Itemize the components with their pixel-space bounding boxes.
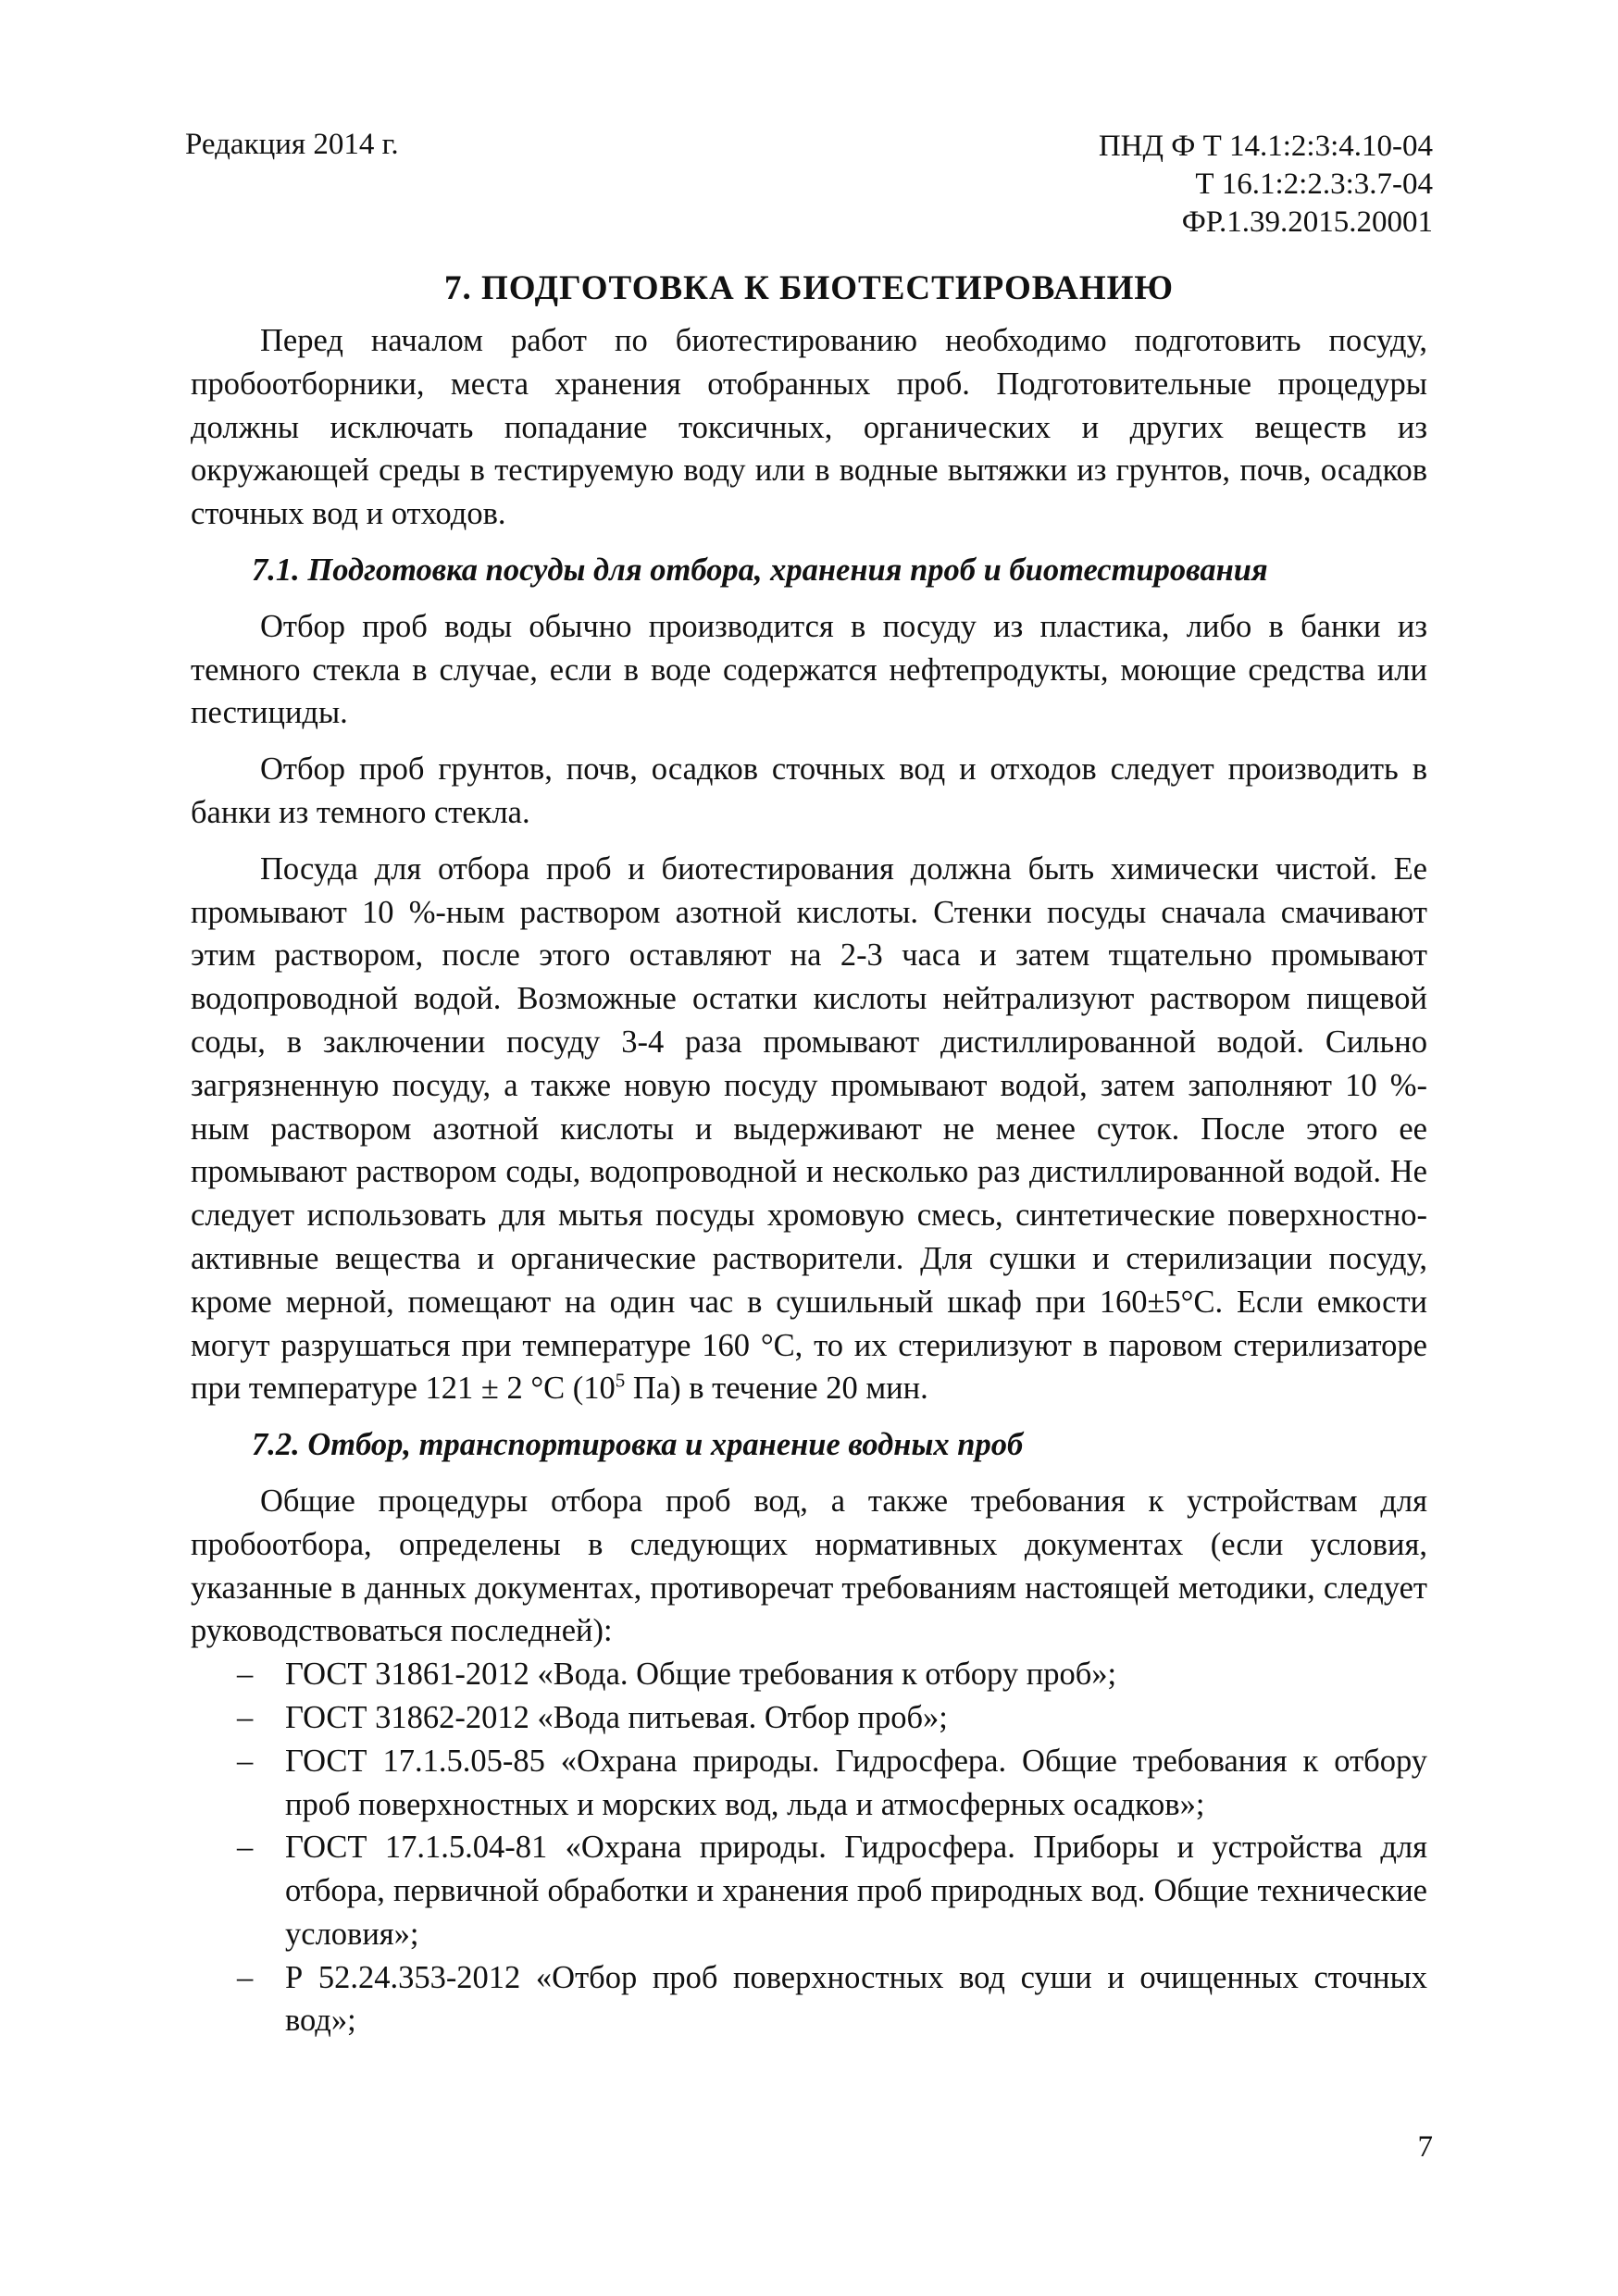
page-number: 7 <box>1417 2130 1433 2164</box>
paragraph-text: Посуда для отбора проб и биотестирования должна быть химически чистой. Ее промывают 10 %-ным раствором азотной кислоты. Стенки посуды сначала смачивают этим раствором, после этого оставляют на 2-3 часа и затем тщательно промывают водопроводной водой. Возможные остатки кислоты нейтрализуют раствором пищевой соды, в заключении посуду 3-4 раза промывают дистиллированной водой. Сильно загрязненную посуду, а также новую посуду промывают водой, затем заполняют 10 %-ным раствором азотной кислоты и выдерживают не менее суток. После этого ее промывают раствором соды, водопроводной и несколько раз дистиллированной водой. Не следует использовать для мытья посуды хромовую смесь, синтетические поверхностно-активные вещества и органические растворители. Для сушки и стерилизации посуду, кроме мерной, помещают на один час в сушильный шкаф при 160±5°С. Если емкости могут разрушаться при температуре 160 °С, то их стерилизуют в паровом стерилизаторе при температуре 121 ± 2 °С (10 <box>191 850 1427 1407</box>
dash-marker: – <box>237 1699 254 1735</box>
dash-marker: – <box>237 1959 254 1995</box>
list-item <box>191 1826 1427 1955</box>
list-item <box>191 1956 1427 2043</box>
list-item <box>191 1653 1427 1696</box>
document-codes <box>1099 128 1433 242</box>
paragraph: Общие процедуры отбора проб вод, а также требования к устройствам для пробоотбора, определены в следующих нормативных документах (если условия, указанные в данных документах, противоречат требованиям настоящей методики, следует руководствоваться последней): <box>191 1483 1427 1649</box>
dash-marker: – <box>237 1743 254 1779</box>
document-code: ФР.1.39.2015.20001 <box>1181 205 1433 239</box>
document-code: Т 16.1:2:2.3:3.7-04 <box>1195 168 1433 201</box>
paragraph <box>191 848 1427 1410</box>
exponent: 5 <box>615 1369 626 1392</box>
paragraph-text: Па) в течение 20 мин. <box>625 1371 928 1407</box>
standards-list <box>191 1653 1427 2042</box>
edition-label: Редакция 2014 г. <box>185 128 399 161</box>
subsection-title: 7.1. Подготовка посуды для отбора, хранения проб и биотестирования <box>252 552 1268 588</box>
list-item <box>191 1696 1427 1740</box>
section-title: 7. ПОДГОТОВКА К БИОТЕСТИРОВАНИЮ <box>443 269 1175 307</box>
list-item-text: ГОСТ 17.1.5.05-85 «Охрана природы. Гидросфера. Общие требования к отбору проб поверхностных и морских вод, льда и атмосферных осадков»; <box>285 1743 1427 1822</box>
document-body <box>191 268 1427 2042</box>
document-code: ПНД Ф Т 14.1:2:3:4.10-04 <box>1098 130 1433 163</box>
dash-marker: – <box>237 1830 254 1866</box>
list-item-text: ГОСТ 31861-2012 «Вода. Общие требования к отбору проб»; <box>285 1657 1117 1693</box>
list-item <box>191 1740 1427 1827</box>
intro-paragraph: Перед началом работ по биотестированию необходимо подготовить посуду, пробоотборники, места хранения отобранных проб. Подготовительные процедуры должны исключать попадание токсичных, органических и других веществ из окружающей среды в тестируемую воду или в водные вытяжки из грунтов, почв, осадков сточных вод и отходов. <box>191 323 1427 532</box>
list-item-text: ГОСТ 17.1.5.04-81 «Охрана природы. Гидросфера. Приборы и устройства для отбора, первичной обработки и хранения проб природных вод. Общие технические условия»; <box>285 1830 1427 1952</box>
paragraph: Отбор проб грунтов, почв, осадков сточных вод и отходов следует производить в банки из темного стекла. <box>191 751 1427 830</box>
paragraph: Отбор проб воды обычно производится в посуду из пластика, либо в банки из темного стекла в случае, если в воде содержатся нефтепродукты, моющие средства или пестициды. <box>191 608 1427 731</box>
list-item-text: Р 52.24.353-2012 «Отбор проб поверхностных вод суши и очищенных сточных вод»; <box>285 1959 1427 2039</box>
subsection-title: 7.2. Отбор, транспортировка и хранение водных проб <box>252 1427 1024 1463</box>
dash-marker: – <box>237 1657 254 1693</box>
list-item-text: ГОСТ 31862-2012 «Вода питьевая. Отбор проб»; <box>285 1699 948 1735</box>
